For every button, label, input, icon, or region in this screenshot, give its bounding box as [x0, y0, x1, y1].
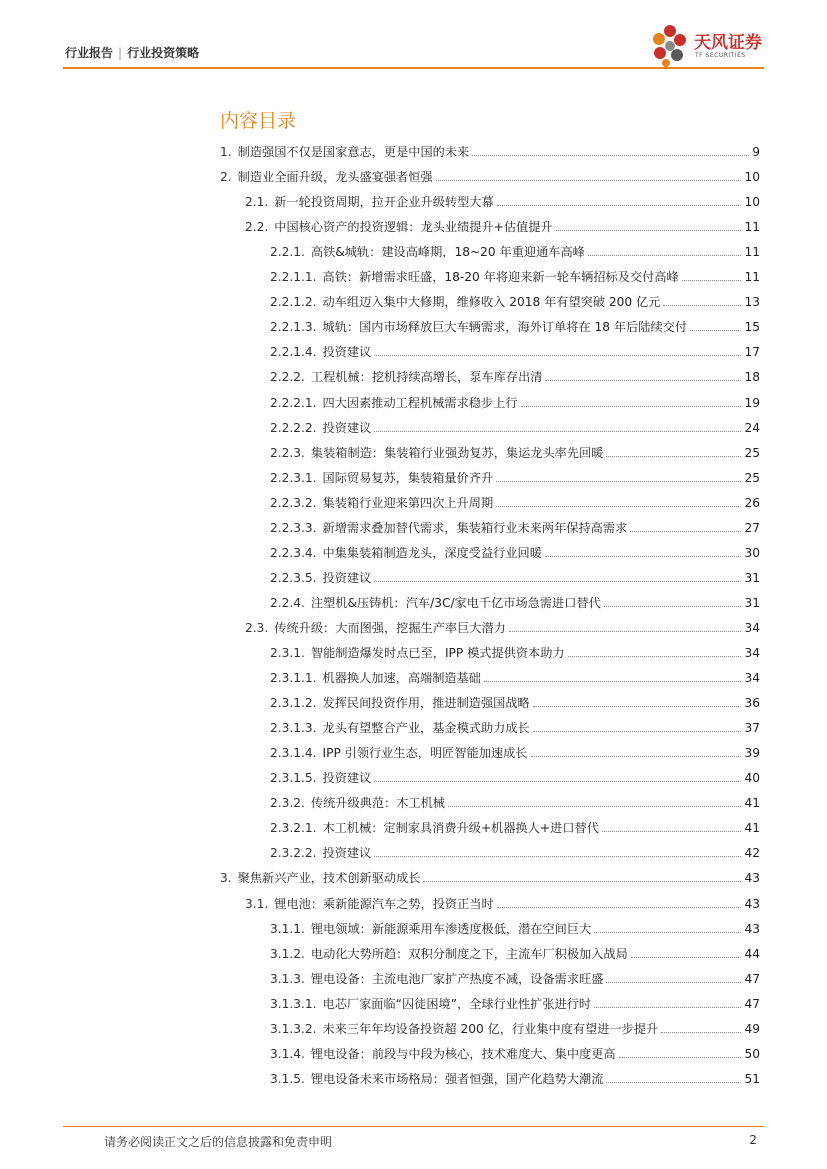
toc-entry-title: 锂电池：乘新能源汽车之势，投资正当时 — [274, 896, 494, 911]
toc-entry-title: 四大因素推动工程机械需求稳步上行 — [322, 395, 518, 410]
toc-entry-page: 31 — [744, 570, 760, 585]
logo — [646, 22, 766, 68]
toc-entry-number: 2.3.1.2. — [270, 696, 317, 711]
toc-entry-page: 11 — [744, 220, 760, 235]
toc-entry-page: 50 — [744, 1046, 760, 1061]
toc-entry-title: 注塑机&压铸机：汽车/3C/家电千亿市场急需进口替代 — [310, 595, 601, 610]
toc-entry-page: 13 — [744, 295, 760, 310]
toc-entry-title: 投资建议 — [322, 345, 372, 360]
toc-leader-dots — [663, 304, 741, 306]
toc-leader-dots — [374, 855, 741, 857]
toc-entry-number: 2.2.1.2. — [270, 295, 317, 310]
toc-entry[interactable] — [245, 892, 760, 912]
toc-entry-page: 47 — [744, 971, 760, 986]
toc-entry[interactable] — [270, 641, 760, 661]
toc-entry[interactable] — [270, 441, 760, 461]
toc-entry[interactable] — [270, 340, 760, 360]
toc-entry-number: 2.2.1. — [270, 245, 305, 260]
toc-leader-dots — [423, 880, 741, 882]
toc-leader-dots — [448, 805, 742, 807]
toc-entry-page: 17 — [744, 345, 760, 360]
toc-entry[interactable] — [270, 691, 760, 711]
toc-entry-number: 3.1.3.1. — [270, 996, 317, 1011]
toc-entry[interactable] — [270, 942, 760, 962]
toc-entry-page: 41 — [744, 821, 760, 836]
toc-entry-number: 3.1.3.2. — [270, 1021, 317, 1036]
toc-entry-title: 投资建议 — [322, 420, 372, 435]
toc-leader-dots — [374, 780, 741, 782]
toc-entry-page: 27 — [744, 520, 760, 535]
toc-entry-number: 2.2.3.4. — [270, 545, 317, 560]
toc-entry-number: 2.3.2.2. — [270, 846, 317, 861]
toc-entry-number: 2.2.3.5. — [270, 570, 317, 585]
toc-entry[interactable] — [270, 290, 760, 310]
toc-entry[interactable] — [270, 816, 760, 836]
toc-entry-page: 19 — [744, 395, 760, 410]
toc-entry-title: 传统升级：大而图强，挖掘生产率巨大潜力 — [274, 620, 506, 635]
toc-entry-number: 2.2.3.2. — [270, 495, 317, 510]
toc-entry[interactable] — [270, 391, 760, 411]
toc-entry[interactable] — [270, 365, 760, 385]
toc-entry-page: 43 — [744, 921, 760, 936]
toc-entry-page: 43 — [744, 896, 760, 911]
toc-entry-number: 2.2.1.3. — [270, 320, 317, 335]
toc-entry-title: 集装箱制造：集装箱行业强劲复苏，集运龙头率先回暖 — [310, 445, 604, 460]
toc-leader-dots — [568, 655, 742, 657]
toc-entry-title: 锂电设备未来市场格局：强者恒强，国产化趋势大潮流 — [310, 1071, 604, 1086]
toc-entry-page: 36 — [744, 696, 760, 711]
toc-entry-number: 2.3. — [245, 620, 269, 635]
toc-entry-number: 3.1.4. — [270, 1046, 305, 1061]
toc-entry-number: 3.1.5. — [270, 1071, 305, 1086]
toc-entry-title: 中国核心资产的投资逻辑：龙头业绩提升+估值提升 — [274, 220, 553, 235]
toc-entry-title: 投资建议 — [322, 846, 372, 861]
toc-entry-title: 新增需求叠加替代需求，集装箱行业未来两年保持高需求 — [322, 520, 628, 535]
toc-entry-page: 39 — [744, 746, 760, 761]
toc-entry-title: 制造业全面升级，龙头盛宴强者恒强 — [237, 170, 433, 185]
toc-entry-page: 11 — [744, 270, 760, 285]
toc-leader-dots — [496, 480, 741, 482]
toc-entry-number: 2.2.2. — [270, 370, 305, 385]
toc-entry-number: 2.2.2.1. — [270, 395, 317, 410]
toc-leader-dots — [545, 555, 742, 557]
toc-leader-dots — [682, 279, 742, 281]
toc-leader-dots — [630, 530, 741, 532]
toc-entry-number: 3.1.1. — [270, 921, 305, 936]
toc-entry-title: 集装箱行业迎来第四次上升周期 — [322, 495, 494, 510]
toc-entry-title: 智能制造爆发时点已至，IPP 模式提供资本助力 — [310, 646, 565, 660]
toc-leader-dots — [436, 179, 742, 181]
toc-entry-number: 2.3.1.4. — [270, 746, 317, 761]
toc-leader-dots — [533, 730, 742, 732]
toc-leader-dots — [472, 154, 749, 156]
toc-entry-number: 3.1.3. — [270, 971, 305, 986]
toc-entry[interactable] — [270, 516, 760, 536]
toc-entry[interactable] — [270, 491, 760, 511]
toc-entry-title: 制造强国不仅是国家意志，更是中国的未来 — [237, 145, 470, 159]
toc-entry[interactable] — [270, 1017, 760, 1037]
toc-leader-dots — [521, 405, 742, 407]
toc-entry[interactable] — [270, 566, 760, 586]
toc-leader-dots — [509, 630, 742, 632]
toc-entry-title: 新一轮投资周期，拉开企业升级转型大幕 — [274, 195, 494, 210]
toc-leader-dots — [606, 981, 741, 983]
toc-entry-page: 34 — [744, 671, 760, 686]
toc-entry-number: 3.1.2. — [270, 946, 305, 961]
toc-entry[interactable] — [270, 716, 760, 736]
toc-entry-title: 高铁：新增需求旺盛，18-20 年将迎来新一轮车辆招标及交付高峰 — [322, 270, 679, 285]
toc-entry-number: 2.2.3.3. — [270, 520, 317, 535]
toc-leader-dots — [588, 254, 742, 256]
toc-leader-dots — [619, 1056, 742, 1058]
toc-entry-number: 2. — [220, 170, 232, 185]
toc-entry-number: 2.2.3.1. — [270, 470, 317, 485]
toc-entry-page: 25 — [744, 445, 760, 460]
toc-entry-page: 9 — [752, 145, 760, 159]
toc-leader-dots — [484, 680, 742, 682]
footer-divider — [63, 1126, 764, 1127]
logo-name: 天风证券 — [694, 33, 762, 53]
toc-entry-page: 34 — [744, 620, 760, 635]
toc-entry-title: 锂电设备：前段与中段为核心，技术难度大、集中度更高 — [310, 1046, 616, 1061]
toc-leader-dots — [661, 1031, 741, 1033]
header-divider — [63, 67, 764, 69]
toc-entry[interactable] — [270, 791, 760, 811]
logo-subtitle: TF SECURITIES — [695, 52, 746, 59]
toc-entry-page: 25 — [744, 470, 760, 485]
toc-entry[interactable] — [220, 165, 760, 185]
page-header — [65, 44, 199, 61]
toc-entry-title: 国际贸易复苏，集装箱量价齐升 — [322, 470, 494, 485]
toc-entry[interactable] — [245, 215, 760, 235]
toc-leader-dots — [594, 931, 741, 933]
toc-entry-title: 聚焦新兴产业，技术创新驱动成长 — [237, 871, 421, 886]
toc-entry-page: 24 — [744, 420, 760, 435]
toc-entry-title: 中集集装箱制造龙头，深度受益行业回暖 — [322, 545, 542, 560]
toc-entry-page: 30 — [744, 545, 760, 560]
header-subcategory: 行业投资策略 — [127, 46, 200, 60]
toc-leader-dots — [533, 705, 742, 707]
toc-entry-number: 2.2.1.4. — [270, 345, 317, 360]
toc-entry-number: 2.3.2. — [270, 796, 305, 811]
toc-leader-dots — [374, 430, 741, 432]
toc-entry-title: 龙头有望整合产业，基金模式助力成长 — [322, 721, 530, 736]
toc-entry-title: 投资建议 — [322, 771, 372, 786]
toc-entry-number: 3.1. — [245, 896, 269, 911]
toc-leader-dots — [496, 505, 741, 507]
toc-leader-dots — [631, 956, 742, 958]
toc-entry[interactable] — [245, 616, 760, 636]
toc-leader-dots — [531, 755, 742, 757]
toc-entry[interactable] — [245, 190, 760, 210]
toc-entry-page: 26 — [744, 495, 760, 510]
footer-disclaimer: 请务必阅读正文之后的信息披露和免责申明 — [104, 1135, 333, 1149]
toc-entry-title: 城轨：国内市场释放巨大车辆需求，海外订单将在 18 年后陆续交付 — [322, 320, 688, 335]
toc-entry-title: 工程机械：挖机持续高增长，泵车库存出清 — [310, 370, 543, 385]
toc-entry[interactable] — [270, 416, 760, 436]
toc-entry-title: 传统升级典范：木工机械 — [310, 796, 445, 811]
toc-title: 内容目录 — [220, 110, 297, 132]
toc-entry-title: 电动化大势所趋：双积分制度之下，主流车厂积极加入战局 — [310, 946, 628, 961]
toc-entry[interactable] — [270, 741, 760, 761]
toc-entry-number: 2.3.1.5. — [270, 771, 317, 786]
toc-leader-dots — [606, 455, 741, 457]
toc-entry[interactable] — [270, 466, 760, 486]
toc-entry-title: 投资建议 — [322, 570, 372, 585]
toc-leader-dots — [374, 580, 741, 582]
toc-entry-number: 3. — [220, 871, 232, 886]
toc-entry-page: 11 — [744, 245, 760, 260]
toc-leader-dots — [497, 906, 742, 908]
toc-entry-title: 发挥民间投资作用，推进制造强国战略 — [322, 696, 530, 711]
toc-entry-title: 电芯厂家面临“囚徒困境”，全球行业性扩张进行时 — [322, 996, 592, 1011]
toc-entry-page: 40 — [744, 771, 760, 786]
toc-entry-page: 49 — [744, 1021, 760, 1036]
logo-flower-icon — [646, 22, 690, 68]
toc-entry[interactable] — [270, 1067, 760, 1087]
toc-entry-number: 2.3.1.3. — [270, 721, 317, 736]
toc-entry-page: 15 — [744, 320, 760, 335]
toc-entry[interactable] — [220, 866, 760, 886]
toc-entry-page: 47 — [744, 996, 760, 1011]
toc-entry[interactable] — [270, 841, 760, 861]
toc-entry-page: 43 — [744, 871, 760, 886]
toc-entry-page: 10 — [744, 170, 760, 185]
toc-entry[interactable] — [270, 967, 760, 987]
toc-entry-page: 31 — [744, 595, 760, 610]
toc-entry[interactable] — [270, 315, 760, 335]
toc-entry-title: 机器换人加速，高端制造基础 — [322, 671, 481, 686]
toc-leader-dots — [602, 830, 742, 832]
toc-leader-dots — [545, 379, 741, 381]
toc-entry[interactable] — [270, 541, 760, 561]
toc-entry-page: 44 — [744, 946, 760, 961]
header-category: 行业报告 — [65, 46, 114, 60]
toc-entry-number: 2.2.3. — [270, 445, 305, 460]
toc-entry-number: 2.1. — [245, 195, 269, 210]
toc-entry-page: 51 — [744, 1071, 760, 1086]
toc-entry[interactable] — [270, 1042, 760, 1062]
header-separator: | — [118, 46, 123, 60]
toc-entry-number: 2.2. — [245, 220, 269, 235]
toc-entry-number: 2.3.1.1. — [270, 671, 317, 686]
toc-leader-dots — [594, 1006, 741, 1008]
toc-entry-title: 锂电领域：新能源乘用车渗透度极低，潜在空间巨大 — [310, 921, 592, 936]
toc-entry-number: 2.2.4. — [270, 595, 305, 610]
toc-entry[interactable] — [270, 240, 760, 260]
toc-entry-title: 锂电设备：主流电池厂家扩产热度不减，设备需求旺盛 — [310, 971, 604, 986]
toc-entry-title: 木工机械：定制家具消费升级+机器换人+进口替代 — [322, 821, 599, 836]
toc-entry-title: 未来三年年均设备投资超 200 亿，行业集中度有望进一步提升 — [322, 1021, 659, 1036]
toc-leader-dots — [604, 605, 742, 607]
toc-entry-number: 2.3.2.1. — [270, 821, 317, 836]
toc-entry-page: 10 — [744, 195, 760, 210]
toc-entry-page: 18 — [744, 370, 760, 385]
toc-entry-number: 2.2.1.1. — [270, 270, 317, 285]
toc-leader-dots — [374, 354, 741, 356]
toc-entry-page: 37 — [744, 721, 760, 736]
toc-leader-dots — [497, 204, 742, 206]
toc-entry-number: 1. — [220, 145, 232, 159]
toc-entry-page: 34 — [744, 646, 760, 660]
toc-entry[interactable] — [270, 666, 760, 686]
toc-leader-dots — [556, 229, 742, 231]
toc-entry[interactable] — [270, 265, 760, 285]
page-number: 2 — [749, 1133, 757, 1147]
toc-entry-page: 42 — [744, 846, 760, 861]
toc-entry[interactable] — [270, 917, 760, 937]
toc-entry[interactable] — [270, 591, 760, 611]
toc-entry-title: IPP 引领行业生态，明匠智能加速成长 — [322, 746, 528, 761]
toc-entry[interactable] — [220, 140, 760, 160]
toc-entry-page: 41 — [744, 796, 760, 811]
toc-entry-number: 2.3.1. — [270, 646, 305, 660]
toc-leader-dots — [606, 1081, 741, 1083]
toc-entry[interactable] — [270, 992, 760, 1012]
toc-entry-number: 2.2.2.2. — [270, 420, 317, 435]
toc-leader-dots — [690, 329, 741, 331]
toc-entry-title: 动车组迈入集中大修期，维修收入 2018 年有望突破 200 亿元 — [322, 295, 661, 310]
toc-entry[interactable] — [270, 766, 760, 786]
toc-entry-title: 高铁&城轨：建设高峰期，18~20 年重迎通车高峰 — [310, 245, 585, 260]
